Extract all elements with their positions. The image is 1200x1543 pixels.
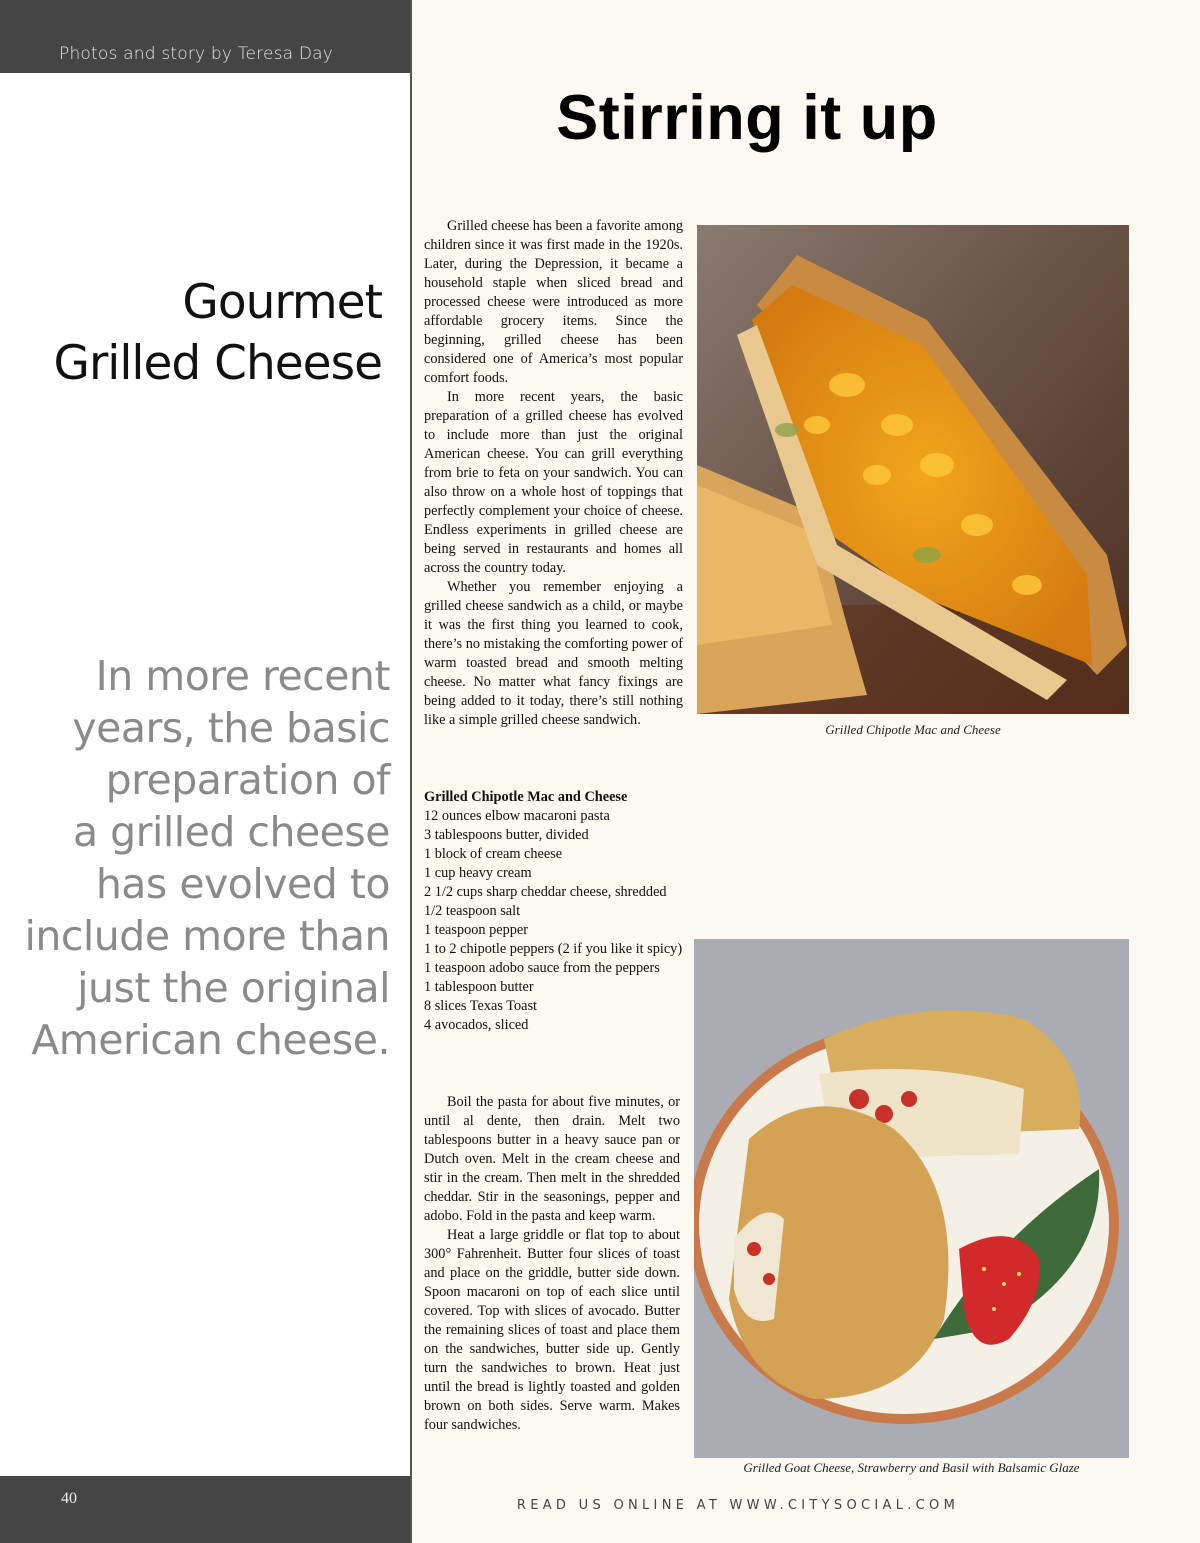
mac-and-cheese-photo — [697, 225, 1129, 714]
ingredient-item: 1 teaspoon pepper — [424, 922, 529, 938]
recipe-ingredients — [424, 788, 699, 1035]
body-paragraph: Grilled cheese has been a favorite among children since it was first made in the 1920s. Later, during the Depression, it became a household staple when sliced bread and processed cheese were introduced as more affordable grocery items. Since the beginning, grilled cheese has been considered one of America’s most popular comfort foods. — [424, 218, 683, 386]
pull-quote-line: American cheese. — [31, 1016, 390, 1064]
recipe-title: Grilled Chipotle Mac and Cheese — [424, 789, 628, 805]
ingredient-item: 1 block of cream cheese — [424, 846, 563, 862]
ingredient-item: 3 tablespoons butter, divided — [424, 827, 589, 843]
photo-caption: Grilled Goat Cheese, Strawberry and Basil with Balsamic Glaze — [743, 1460, 1080, 1475]
page-number-bar — [0, 1476, 410, 1543]
pull-quote-line: a grilled cheese — [72, 808, 390, 856]
pull-quote-line: In more recent — [95, 652, 390, 700]
ingredient-item: 4 avocados, sliced — [424, 1017, 529, 1033]
ingredient-item: 8 slices Texas Toast — [424, 998, 538, 1014]
column-divider — [410, 0, 412, 1543]
ingredient-item: 1 to 2 chipotle peppers (2 if you like it spicy) — [424, 941, 683, 957]
ingredient-item: 2 1/2 cups sharp cheddar cheese, shredded — [424, 884, 667, 900]
ingredient-item: 1 cup heavy cream — [424, 865, 532, 881]
direction-paragraph: Heat a large griddle or flat top to about 300° Fahrenheit. Butter four slices of toast and place on the griddle, butter side down. Spoon macaroni on top of each slice until covered. Top with slices of avocado. Butter the remaining slices of toast and place them on the sandwiches, butter side up. Gently turn the sandwiches to brown. Heat just until the bread is lightly toasted and golden brown on both sides. Serve warm. Makes four sandwiches. — [424, 1227, 680, 1433]
recipe-directions — [424, 1093, 680, 1435]
section-title-line: Grilled Cheese — [53, 336, 382, 391]
body-paragraph: In more recent years, the basic preparation of a grilled cheese has evolved to include more than just the original American cheese. You can grill everything from brie to feta on your sandwich. You can also throw on a whole host of toppings that perfectly complement your choice of cheese. Endless experiments in grilled cheese are being served in restaurants and homes all across the country today. — [424, 389, 683, 576]
pull-quote-line: years, the basic — [72, 704, 390, 752]
ingredient-item: 12 ounces elbow macaroni pasta — [424, 808, 610, 824]
section-title — [2, 272, 382, 394]
photo-credit: Photos and story by Teresa Day — [59, 44, 334, 64]
direction-paragraph: Boil the pasta for about five minutes, or until al dente, then drain. Melt two tablespoons butter in a heavy sauce pan or Dutch oven. Melt in the cream cheese and stir in the cream. Then melt in the shredded cheddar. Stir in the seasonings, pepper and adobo. Fold in the pasta and keep warm. — [424, 1094, 680, 1224]
article-body — [424, 217, 683, 730]
ingredient-item: 1 teaspoon adobo sauce from the peppers — [424, 960, 660, 976]
headline: Stirring it up — [556, 83, 938, 153]
pull-quote-line: include more than — [24, 912, 390, 960]
ingredient-item: 1 tablespoon butter — [424, 979, 534, 995]
ingredient-item: 1/2 teaspoon salt — [424, 903, 521, 919]
goat-cheese-sandwich-photo — [694, 939, 1129, 1458]
pull-quote-line: has evolved to — [95, 860, 390, 908]
pull-quote — [10, 650, 390, 1066]
pull-quote-line: preparation of — [105, 756, 390, 804]
pull-quote-line: just the original — [77, 964, 390, 1012]
body-paragraph: Whether you remember enjoying a grilled cheese sandwich as a child, or maybe it was the first thing you learned to cook, there’s no mistaking the comforting power of warm toasted bread and smooth melting cheese. No matter what fancy fixings are being added to it today, there’s still nothing like a simple grilled cheese sandwich. — [424, 579, 683, 728]
photo-caption: Grilled Chipotle Mac and Cheese — [825, 722, 1001, 737]
footer-url: READ US ONLINE AT WWW.CITYSOCIAL.COM — [516, 1498, 960, 1513]
page-number: 40 — [61, 1490, 77, 1507]
section-title-line: Gourmet — [182, 275, 382, 330]
